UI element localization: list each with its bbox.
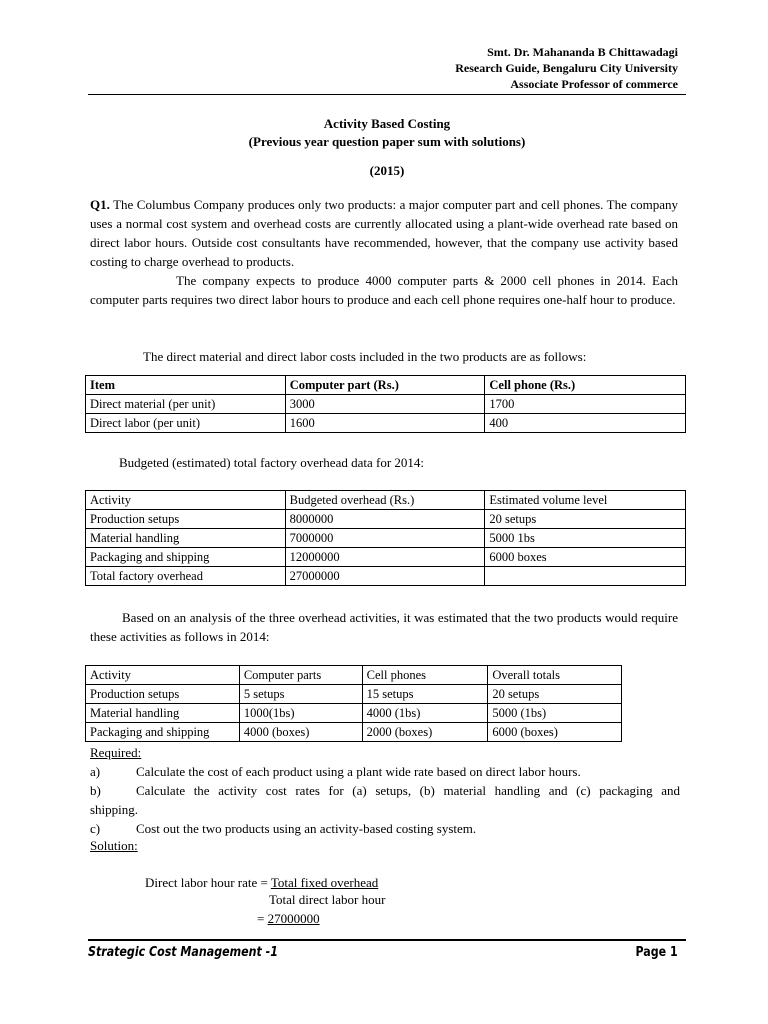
solution-heading: Solution:	[90, 838, 138, 853]
result-value: 27000000	[267, 911, 320, 926]
table-cell: 4000 (1bs)	[362, 704, 488, 723]
title-year: (2015)	[369, 163, 405, 178]
table-cell: 7000000	[285, 529, 485, 548]
table-row	[86, 723, 622, 742]
question-text-1: The Columbus Company produces only two products: a major computer part and cell phones. The company uses a normal cost system and overhead costs are currently allocated using a plant-wide overhead rate based on direct labor hours. Outside cost consultants have recommended, however, that the company use activity based costing to charge overhead to products.	[90, 197, 678, 269]
footer-divider	[88, 939, 686, 941]
table-row	[86, 704, 622, 723]
table-header-cell: Activity	[86, 666, 240, 685]
table-header-row	[86, 376, 686, 395]
direct-cost-table	[85, 375, 686, 433]
table-header-cell: Cell phones	[362, 666, 488, 685]
table-cell: 27000000	[285, 567, 485, 586]
table-cell: Packaging and shipping	[86, 548, 286, 567]
result-prefix: =	[257, 911, 268, 926]
formula-lhs: Direct labor hour rate =	[145, 875, 271, 890]
required-heading: Required:	[90, 745, 142, 760]
table-header-row	[86, 491, 686, 510]
table-cell: 15 setups	[362, 685, 488, 704]
table-header-row	[86, 666, 622, 685]
table-cell: 1700	[485, 395, 686, 414]
table-header-cell: Computer part (Rs.)	[285, 376, 485, 395]
table-cell: 20 setups	[485, 510, 686, 529]
table-cell: 20 setups	[488, 685, 622, 704]
table-cell: 6000 boxes	[485, 548, 686, 567]
question-paragraph-5: Based on an analysis of the three overhead activities, it was estimated that the two products would require these activities as follows in 2014:	[90, 610, 678, 644]
item-text: Calculate the activity cost rates for (a) setups, (b) material handling and (c) packaging and	[136, 783, 680, 798]
table-cell: 1000(1bs)	[239, 704, 362, 723]
document-title	[88, 115, 686, 151]
table-cell: Material handling	[86, 704, 240, 723]
table-cell: 8000000	[285, 510, 485, 529]
table-cell: 5 setups	[239, 685, 362, 704]
table-row	[86, 510, 686, 529]
formula-numerator: Total fixed overhead	[270, 875, 379, 890]
required-item-a	[90, 762, 680, 781]
table-row	[86, 414, 686, 433]
table-header-cell: Computer parts	[239, 666, 362, 685]
table-row	[86, 529, 686, 548]
question-paragraph-1	[90, 195, 678, 271]
table-cell: 5000 (1bs)	[488, 704, 622, 723]
table-cell: Production setups	[86, 510, 286, 529]
table-row	[86, 548, 686, 567]
table-row	[86, 567, 686, 586]
item-label: a)	[90, 764, 101, 779]
table-header-cell: Cell phone (Rs.)	[485, 376, 686, 395]
table-cell: Production setups	[86, 685, 240, 704]
table-cell: 3000	[285, 395, 485, 414]
formula-denominator: Total direct labor hour	[269, 892, 386, 907]
table-cell: Packaging and shipping	[86, 723, 240, 742]
item-label: c)	[90, 821, 101, 836]
footer-page-number: Page 1	[635, 945, 678, 960]
table-cell: 1600	[285, 414, 485, 433]
question-label: Q1.	[90, 197, 110, 212]
table-cell: Direct labor (per unit)	[86, 414, 286, 433]
title-main: Activity Based Costing	[323, 116, 451, 131]
question-paragraph-3: The direct material and direct labor costs included in the two products are as follows:	[143, 349, 587, 364]
table-cell: 4000 (boxes)	[239, 723, 362, 742]
table-header-cell: Item	[86, 376, 286, 395]
question-paragraph-4: Budgeted (estimated) total factory overhead data for 2014:	[119, 455, 425, 470]
table-cell: 5000 1bs	[485, 529, 686, 548]
table-row	[86, 395, 686, 414]
formula-line	[145, 874, 378, 891]
activity-usage-table	[85, 665, 622, 742]
table-row	[86, 685, 622, 704]
table-cell	[485, 567, 686, 586]
table-cell: Material handling	[86, 529, 286, 548]
required-item-b	[90, 781, 680, 800]
formula-result	[257, 910, 320, 927]
table-header-cell: Overall totals	[488, 666, 622, 685]
table-cell: 2000 (boxes)	[362, 723, 488, 742]
table-header-cell: Estimated volume level	[485, 491, 686, 510]
title-sub: (Previous year question paper sum with solutions)	[248, 134, 526, 149]
item-text: Cost out the two products using an activity-based costing system.	[136, 821, 477, 836]
table-cell: Total factory overhead	[86, 567, 286, 586]
table-cell: Direct material (per unit)	[86, 395, 286, 414]
table-header-cell: Budgeted overhead (Rs.)	[285, 491, 485, 510]
header-author: Smt. Dr. Mahananda B Chittawadagi	[487, 45, 678, 59]
table-header-cell: Activity	[86, 491, 286, 510]
overhead-budget-table	[85, 490, 686, 586]
required-item-b-continued: shipping.	[90, 802, 139, 817]
table-cell: 12000000	[285, 548, 485, 567]
question-paragraph-2: The company expects to produce 4000 computer parts & 2000 cell phones in 2014. Each computer parts requires two direct labor hours to produce and each cell phone requires one-half hour to produce.	[90, 273, 678, 307]
table-cell: 6000 (boxes)	[488, 723, 622, 742]
header-divider	[88, 94, 686, 95]
item-text: Calculate the cost of each product using a plant wide rate based on direct labor hours.	[136, 764, 581, 779]
page-header	[455, 44, 678, 92]
item-label: b)	[90, 783, 101, 798]
required-section	[90, 743, 680, 838]
footer-course: Strategic Cost Management -1	[88, 945, 278, 960]
header-position: Associate Professor of commerce	[510, 77, 678, 91]
table-cell: 400	[485, 414, 686, 433]
header-role: Research Guide, Bengaluru City University	[455, 61, 678, 75]
